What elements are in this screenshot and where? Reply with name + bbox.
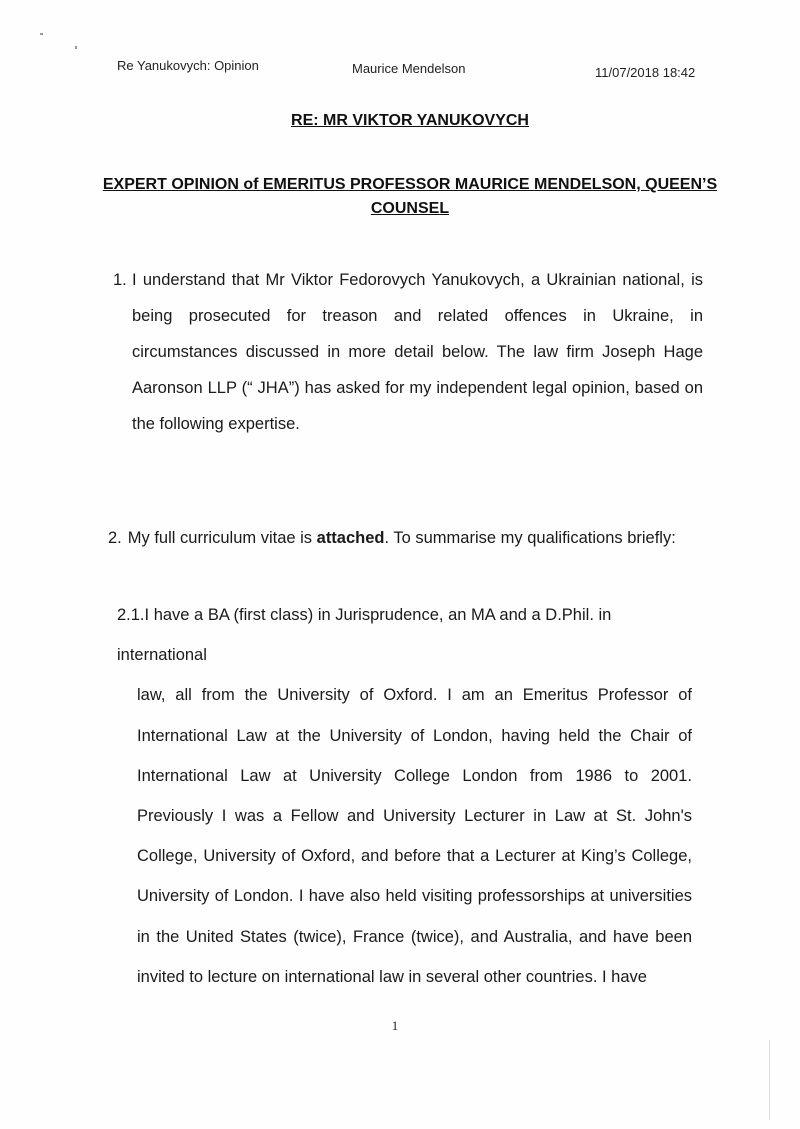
paragraph-text: I understand that Mr Viktor Fedorovych Yanukovych, a Ukrainian national, is being prosecuted for treason and related offences in Ukraine, in circumstances discussed in more detail below. The law firm Joseph Hage Aaronson LLP (“ JHA”) has asked for my independent legal opinion, based on the following expertise. — [132, 271, 703, 433]
paragraph-1 — [113, 262, 703, 442]
paragraph-2-1 — [117, 595, 692, 997]
paragraph-text: law, all from the University of Oxford. I am an Emeritus Professor of International Law at the University of London, having held the Chair of International Law at University College London from 1986 to 2001. Previously I was a Fellow and University Lecturer in Law at St. John's College, University of Oxford, and before that a Lecturer at King’s College, University of London. I have also held visiting professorships at universities in the United States (twice), France (twice), and Australia, and have been invited to lecture on international law in several other countries. I have — [137, 686, 692, 986]
header-author: Maurice Mendelson — [352, 61, 466, 76]
page-number: 1 — [391, 1018, 399, 1033]
paragraph-2 — [108, 520, 708, 556]
paragraph-number: 2. — [108, 529, 122, 547]
scan-edge-shadow — [769, 1040, 770, 1120]
paragraph-first-line: 2.1.I have a BA (first class) in Jurisprudence, an MA and a D.Phil. in international — [117, 606, 612, 665]
scan-speck — [75, 46, 77, 49]
header-document-title: Re Yanukovych: Opinion — [117, 58, 259, 73]
document-subtitle: EXPERT OPINION of EMERITUS PROFESSOR MAURICE MENDELSON, QUEEN’S COUNSEL — [102, 176, 718, 217]
document-title: RE: MR VIKTOR YANUKOVYCH — [291, 112, 529, 129]
scan-speck — [40, 33, 43, 35]
emphasis-text: attached — [316, 529, 385, 547]
header-timestamp: 11/07/2018 18:42 — [595, 65, 696, 80]
paragraph-number: 1. — [113, 271, 127, 289]
paragraph-text: . To summarise my qualifications briefly: — [384, 529, 676, 547]
paragraph-text: My full curriculum vitae is — [127, 529, 317, 547]
